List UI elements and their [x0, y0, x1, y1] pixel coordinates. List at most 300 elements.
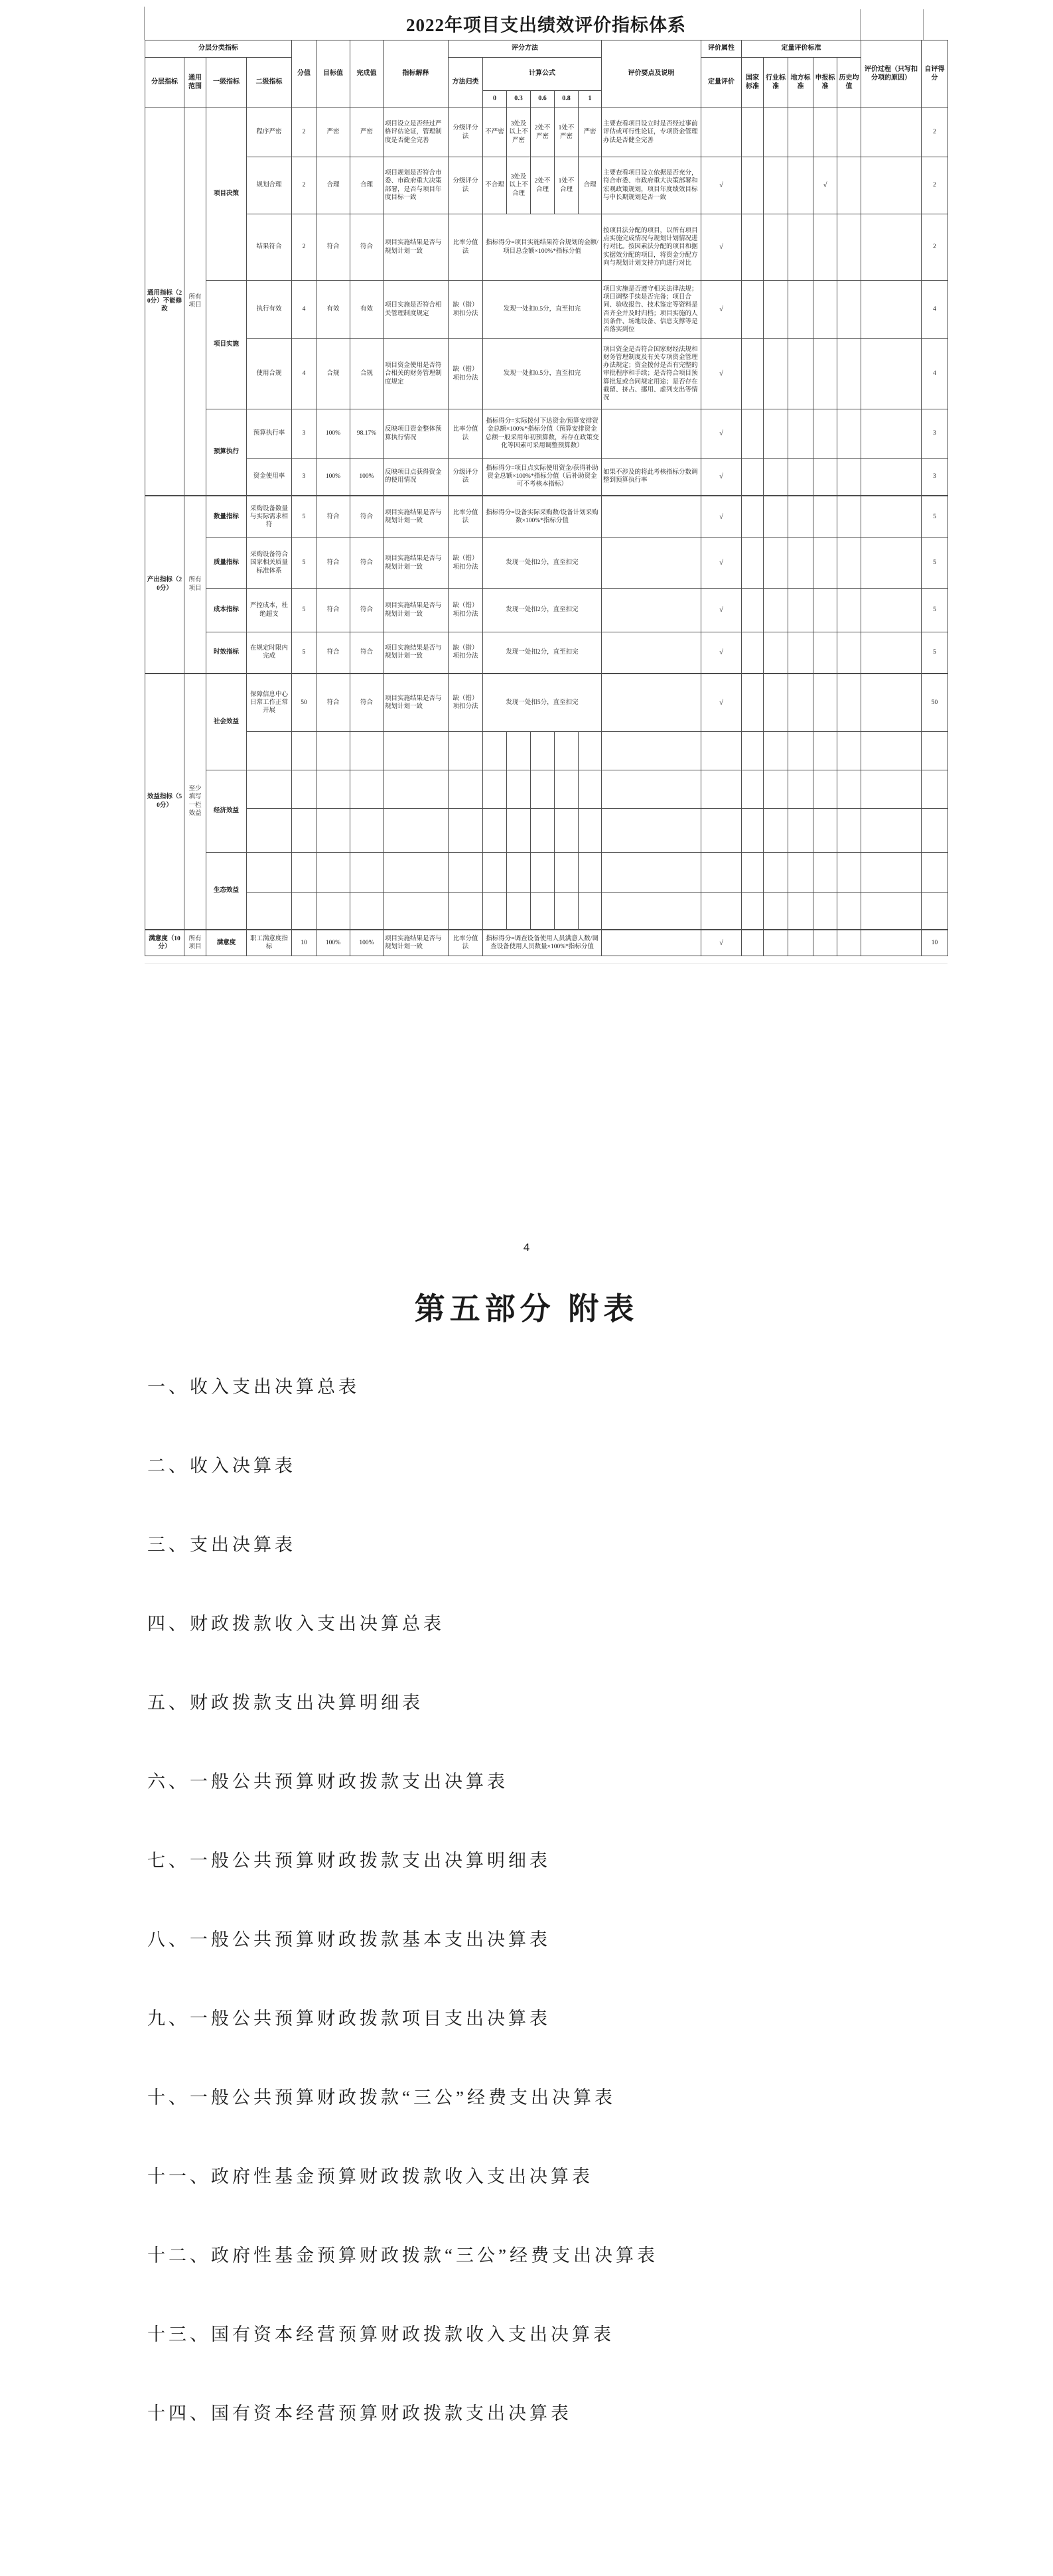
table-cell — [742, 674, 764, 732]
table-cell — [602, 853, 701, 893]
appendix-item: 九、一般公共预算财政拨款项目支出决算表 — [147, 2009, 551, 2029]
table-cell: 3 — [922, 459, 948, 496]
table-cell: 3处及以上不严密 — [507, 108, 531, 157]
table-header-cell: 指标解释 — [384, 40, 449, 108]
table-cell: 项目实施结果是否与规划计划一致 — [384, 674, 449, 732]
performance-indicator-table — [145, 40, 948, 956]
table-cell — [764, 281, 788, 339]
table-cell — [764, 809, 788, 853]
table-cell — [531, 853, 555, 893]
table-cell: 有效 — [316, 281, 350, 339]
table-cell — [742, 809, 764, 853]
checkmark-icon: √ — [701, 930, 742, 956]
table-cell: 效益指标（50分） — [145, 674, 184, 930]
table-cell: 2 — [922, 214, 948, 281]
table-cell — [742, 214, 764, 281]
table-cell — [861, 281, 922, 339]
table-cell — [292, 732, 316, 770]
table-cell — [837, 809, 861, 853]
table-cell — [449, 893, 483, 930]
table-cell: 2 — [922, 108, 948, 157]
table-cell — [555, 809, 579, 853]
table-cell: 5 — [922, 496, 948, 538]
table-cell — [483, 809, 507, 853]
table-cell: 4 — [292, 281, 316, 339]
table-cell — [837, 157, 861, 214]
table-cell — [764, 108, 788, 157]
table-cell — [384, 732, 449, 770]
table-cell: 项目实施结果是否与规划计划一致 — [384, 589, 449, 632]
table-cell — [861, 674, 922, 732]
table-cell — [764, 732, 788, 770]
table-cell — [701, 770, 742, 809]
table-cell — [813, 496, 837, 538]
table-cell: 5 — [922, 632, 948, 674]
table-cell — [555, 732, 579, 770]
table-cell: 指标得分=项目点实际使用资金/获得补助资金总额×100%*指标分值（后补助资金可不考核本指标） — [483, 459, 602, 496]
appendix-item: 八、一般公共预算财政拨款基本支出决算表 — [147, 1930, 551, 1950]
table-cell: 缺（错）项扣分法 — [449, 339, 483, 409]
table-cell — [813, 809, 837, 853]
table-cell — [837, 459, 861, 496]
checkmark-icon: √ — [701, 538, 742, 589]
table-cell: 缺（错）项扣分法 — [449, 281, 483, 339]
table-cell — [742, 732, 764, 770]
table-cell — [742, 459, 764, 496]
table-row — [145, 732, 948, 770]
table-cell — [350, 732, 384, 770]
table-cell: 分级评分法 — [449, 157, 483, 214]
table-row — [145, 459, 948, 496]
table-cell — [837, 732, 861, 770]
table-cell — [742, 157, 764, 214]
table-cell: 如果不涉及的将此考核指标分数调整到预算执行率 — [602, 459, 701, 496]
table-cell: 所有项目 — [184, 930, 206, 956]
table-cell: 时效指标 — [206, 632, 247, 674]
checkmark-icon: √ — [701, 157, 742, 214]
table-cell — [701, 108, 742, 157]
table-cell: 指标得分=项目实施结果符合规划的金额/项目总金额×100%*指标分值 — [483, 214, 602, 281]
table-cell — [555, 770, 579, 809]
appendix-item: 三、支出决算表 — [147, 1535, 296, 1555]
checkmark-icon: √ — [701, 589, 742, 632]
table-cell: 指标得分=调查设备使用人员满意人数/调查设备使用人员数量×100%*指标分值 — [483, 930, 602, 956]
table-cell — [788, 674, 813, 732]
table-cell — [742, 893, 764, 930]
table-cell: 项目实施结果是否与规划计划一致 — [384, 930, 449, 956]
table-cell: 反映项目资金整体预算执行情况 — [384, 409, 449, 459]
table-cell — [602, 409, 701, 459]
table-cell: 项目实施结果是否与规划计划一致 — [384, 538, 449, 589]
table-row — [145, 809, 948, 853]
table-cell — [350, 893, 384, 930]
table-header-cell: 分值 — [292, 40, 316, 108]
table-cell — [555, 853, 579, 893]
table-cell: 结果符合 — [247, 214, 292, 281]
table-cell — [531, 809, 555, 853]
table-header-cell: 分层指标 — [145, 58, 184, 108]
table-cell — [579, 732, 602, 770]
table-cell: 5 — [292, 589, 316, 632]
table-cell: 发现一处扣5分，直至扣完 — [483, 674, 602, 732]
table-cell — [602, 496, 701, 538]
table-cell: 主要查看项目设立时是否经过事前评估或可行性论证，专项资金管理办法是否健全完善 — [602, 108, 701, 157]
table-header-cell: 评价过程（只写扣分项的原因） — [861, 40, 922, 108]
table-cell — [449, 809, 483, 853]
table-cell: 缺（错）项扣分法 — [449, 632, 483, 674]
appendix-heading: 第五部分 附表 — [414, 1291, 639, 1326]
appendix-item: 七、一般公共预算财政拨款支出决算明细表 — [147, 1851, 551, 1871]
table-cell — [602, 732, 701, 770]
table-header-cell: 二级指标 — [247, 58, 292, 108]
table-cell — [764, 538, 788, 589]
table-cell — [922, 770, 948, 809]
table-cell: 严控成本，杜绝超支 — [247, 589, 292, 632]
table-cell: 经济效益 — [206, 770, 247, 853]
table-cell: 项目规划是否符合市委、市政府重大决策部署，是否与项目年度目标一致 — [384, 157, 449, 214]
table-header — [145, 40, 948, 108]
table-body — [145, 108, 948, 956]
table-cell — [742, 632, 764, 674]
table-cell: 1处不合理 — [555, 157, 579, 214]
table-cell: 符合 — [316, 214, 350, 281]
table-cell — [316, 809, 350, 853]
table-cell — [788, 409, 813, 459]
table-header-cell: 自评得分 — [922, 40, 948, 108]
table-cell — [788, 853, 813, 893]
table-cell — [764, 770, 788, 809]
table-cell: 项目实施结果是否与规划计划一致 — [384, 496, 449, 538]
table-cell — [813, 108, 837, 157]
table-header-cell: 定量评价标准 — [742, 40, 861, 58]
checkmark-icon: √ — [701, 281, 742, 339]
table-cell: 严密 — [316, 108, 350, 157]
table-cell — [837, 930, 861, 956]
checkmark-icon: √ — [701, 339, 742, 409]
table-cell — [742, 108, 764, 157]
table-cell — [861, 496, 922, 538]
table-cell — [813, 214, 837, 281]
table-cell — [837, 893, 861, 930]
table-cell — [837, 538, 861, 589]
table-cell — [507, 770, 531, 809]
table-cell — [602, 632, 701, 674]
table-header-cell: 通用范围 — [184, 58, 206, 108]
appendix-list — [147, 1376, 977, 2482]
table-cell — [247, 893, 292, 930]
table-cell: 项目实施是否符合相关管理制度规定 — [384, 281, 449, 339]
table-cell — [813, 930, 837, 956]
table-cell — [602, 674, 701, 732]
table-cell — [483, 853, 507, 893]
table-cell: 不合理 — [483, 157, 507, 214]
table-header-cell: 目标值 — [316, 40, 350, 108]
table-cell — [507, 893, 531, 930]
table-cell — [922, 853, 948, 893]
table-cell: 预算执行 — [206, 409, 247, 496]
checkmark-icon: √ — [813, 157, 837, 214]
table-cell: 分级评分法 — [449, 459, 483, 496]
table-cell — [788, 496, 813, 538]
table-cell — [555, 893, 579, 930]
table-row — [145, 930, 948, 956]
table-cell — [742, 770, 764, 809]
table-header-cell: 0 — [483, 91, 507, 108]
table-cell: 符合 — [350, 496, 384, 538]
table-cell: 符合 — [316, 538, 350, 589]
table-cell: 使用合规 — [247, 339, 292, 409]
checkmark-icon: √ — [701, 214, 742, 281]
table-cell — [861, 157, 922, 214]
table-cell: 预算执行率 — [247, 409, 292, 459]
table-cell — [292, 853, 316, 893]
table-cell — [861, 538, 922, 589]
table-row — [145, 770, 948, 809]
table-cell: 发现一处扣2分，直至扣完 — [483, 589, 602, 632]
table-header-cell: 计算公式 — [483, 58, 602, 91]
table-cell — [701, 853, 742, 893]
table-cell — [861, 339, 922, 409]
table-cell — [531, 893, 555, 930]
table-cell: 2 — [292, 108, 316, 157]
table-cell: 生态效益 — [206, 853, 247, 930]
table-cell — [449, 853, 483, 893]
table-cell — [764, 409, 788, 459]
table-header-cell: 定量评价 — [701, 58, 742, 108]
table-cell: 符合 — [350, 674, 384, 732]
table-cell — [701, 732, 742, 770]
table-cell — [742, 496, 764, 538]
table-cell: 合理 — [350, 157, 384, 214]
table-header-cell: 完成值 — [350, 40, 384, 108]
table-cell: 成本指标 — [206, 589, 247, 632]
page-number: 4 — [523, 1242, 530, 1255]
table-cell — [316, 893, 350, 930]
table-cell: 规划合理 — [247, 157, 292, 214]
table-cell — [602, 770, 701, 809]
table-cell: 项目设立是否经过严格评估论证，管理制度是否健全完善 — [384, 108, 449, 157]
table-cell: 符合 — [350, 632, 384, 674]
table-cell — [813, 853, 837, 893]
table-cell: 通用指标（20分）不能修改 — [145, 108, 184, 496]
table-cell — [247, 809, 292, 853]
table-cell: 合理 — [579, 157, 602, 214]
table-row — [145, 281, 948, 339]
table-cell: 50 — [292, 674, 316, 732]
table-cell: 不严密 — [483, 108, 507, 157]
table-cell: 100% — [316, 930, 350, 956]
table-cell — [764, 459, 788, 496]
table-cell — [861, 930, 922, 956]
table-cell — [742, 538, 764, 589]
table-row — [145, 214, 948, 281]
table-cell — [292, 893, 316, 930]
table-cell — [788, 930, 813, 956]
table-row — [145, 496, 948, 538]
table-cell: 主要查看项目设立依据是否充分，符合市委、市政府重大决策部署和宏观政策规划，项目年度绩效目标与中长期规划是否一致 — [602, 157, 701, 214]
table-cell — [861, 589, 922, 632]
table-cell — [788, 281, 813, 339]
table-cell — [507, 732, 531, 770]
appendix-item: 十三、国有资本经营预算财政拨款收入支出决算表 — [147, 2325, 614, 2344]
table-cell — [350, 853, 384, 893]
table-cell — [764, 339, 788, 409]
table-cell: 所有项目 — [184, 108, 206, 496]
table-cell — [922, 893, 948, 930]
table-cell — [764, 930, 788, 956]
table-cell — [788, 809, 813, 853]
table-header-cell: 地方标准 — [788, 58, 813, 108]
table-cell — [764, 853, 788, 893]
table-cell — [813, 281, 837, 339]
table-cell — [837, 214, 861, 281]
appendix-item: 二、收入决算表 — [147, 1456, 296, 1476]
table-cell — [813, 459, 837, 496]
table-cell — [788, 157, 813, 214]
table-cell: 98.17% — [350, 409, 384, 459]
table-cell — [350, 809, 384, 853]
table-cell — [837, 339, 861, 409]
table-cell: 数量指标 — [206, 496, 247, 538]
table-row — [145, 589, 948, 632]
table-cell — [788, 339, 813, 409]
table-cell — [837, 409, 861, 459]
table-cell — [861, 108, 922, 157]
table-cell: 5 — [292, 632, 316, 674]
table-cell: 2处不严密 — [531, 108, 555, 157]
appendix-item: 五、财政拨款支出决算明细表 — [147, 1693, 423, 1713]
table-row — [145, 853, 948, 893]
table-cell: 满意度 — [206, 930, 247, 956]
table-cell: 3 — [292, 409, 316, 459]
table-header-cell: 分层分类指标 — [145, 40, 292, 58]
appendix-item: 十一、政府性基金预算财政拨款收入支出决算表 — [147, 2167, 593, 2186]
table-cell: 合规 — [350, 339, 384, 409]
table-cell: 100% — [350, 459, 384, 496]
table-cell: 50 — [922, 674, 948, 732]
table-cell: 质量指标 — [206, 538, 247, 589]
table-cell — [247, 732, 292, 770]
table-cell: 符合 — [316, 674, 350, 732]
table-cell — [742, 853, 764, 893]
table-header-cell: 1 — [579, 91, 602, 108]
table-cell: 2 — [922, 157, 948, 214]
table-cell — [701, 893, 742, 930]
table-cell: 100% — [350, 930, 384, 956]
table-cell: 产出指标（20分） — [145, 496, 184, 674]
table-cell — [602, 930, 701, 956]
table-cell: 发现一处扣2分，直至扣完 — [483, 538, 602, 589]
table-cell: 严密 — [579, 108, 602, 157]
table-cell — [837, 589, 861, 632]
table-cell — [247, 770, 292, 809]
table-cell — [837, 674, 861, 732]
table-cell: 项目实施结果是否与规划计划一致 — [384, 214, 449, 281]
checkmark-icon: √ — [701, 674, 742, 732]
table-cell — [764, 157, 788, 214]
table-cell — [292, 809, 316, 853]
table-row — [145, 157, 948, 214]
table-cell: 项目决策 — [206, 108, 247, 281]
table-cell — [837, 853, 861, 893]
table-cell: 合规 — [316, 339, 350, 409]
table-cell: 项目资金是否符合国家财经法规和财务管理制度及有关专项资金管理办法规定；资金拨付是否有完整的审批程序和手续；是否符合项目预算批复或合同规定用途；是否存在截留、挤占、挪用、虚列支出等情况 — [602, 339, 701, 409]
table-cell — [316, 770, 350, 809]
table-cell — [292, 770, 316, 809]
table-cell: 3处及以上不合理 — [507, 157, 531, 214]
table-cell: 符合 — [316, 589, 350, 632]
table-cell — [861, 893, 922, 930]
table-cell — [764, 214, 788, 281]
table-cell — [384, 809, 449, 853]
table-cell: 指标得分=设备实际采购数/设备计划采购数×100%*指标分值 — [483, 496, 602, 538]
table-row — [145, 632, 948, 674]
table-cell: 资金使用率 — [247, 459, 292, 496]
table-cell — [922, 732, 948, 770]
table-cell — [579, 770, 602, 809]
table-cell — [507, 853, 531, 893]
table-cell — [788, 893, 813, 930]
appendix-item: 四、财政拨款收入支出决算总表 — [147, 1614, 445, 1634]
table-cell: 采购设备符合国家相关质量标准体系 — [247, 538, 292, 589]
table-cell — [701, 809, 742, 853]
table-cell: 发现一处扣0.5分，直至扣完 — [483, 339, 602, 409]
table-row — [145, 58, 948, 91]
table-cell: 满意度（10分） — [145, 930, 184, 956]
table-cell: 3 — [922, 409, 948, 459]
table-cell — [579, 893, 602, 930]
table-cell — [813, 632, 837, 674]
table-cell: 项目实施结果是否与规划计划一致 — [384, 632, 449, 674]
table-cell — [861, 809, 922, 853]
table-cell — [861, 853, 922, 893]
table-cell: 1处不严密 — [555, 108, 579, 157]
table-cell: 执行有效 — [247, 281, 292, 339]
table-cell — [384, 893, 449, 930]
table-cell: 100% — [316, 459, 350, 496]
table-header-cell: 0.8 — [555, 91, 579, 108]
table-cell — [742, 339, 764, 409]
table-cell — [861, 459, 922, 496]
checkmark-icon: √ — [701, 496, 742, 538]
table-cell — [531, 770, 555, 809]
table-cell: 符合 — [350, 214, 384, 281]
table-cell: 100% — [316, 409, 350, 459]
table-cell — [350, 770, 384, 809]
table-header-cell: 国家标准 — [742, 58, 764, 108]
table-cell — [602, 809, 701, 853]
table-cell — [247, 853, 292, 893]
table-cell: 在规定时限内完成 — [247, 632, 292, 674]
table-cell — [788, 459, 813, 496]
table-cell — [813, 770, 837, 809]
table-cell: 严密 — [350, 108, 384, 157]
table-cell — [764, 589, 788, 632]
table-cell — [449, 732, 483, 770]
table-cell — [602, 589, 701, 632]
table-cell — [483, 770, 507, 809]
table-cell: 职工满意度指标 — [247, 930, 292, 956]
table-cell — [837, 632, 861, 674]
appendix-item: 十四、国有资本经营预算财政拨款支出决算表 — [147, 2403, 572, 2423]
table-cell: 有效 — [350, 281, 384, 339]
table-cell: 项目实施 — [206, 281, 247, 409]
table-cell: 发现一处扣0.5分，直至扣完 — [483, 281, 602, 339]
table-cell — [837, 770, 861, 809]
table-cell: 采购设备数量与实际需求相符 — [247, 496, 292, 538]
table-cell: 5 — [292, 538, 316, 589]
table-cell: 5 — [922, 589, 948, 632]
